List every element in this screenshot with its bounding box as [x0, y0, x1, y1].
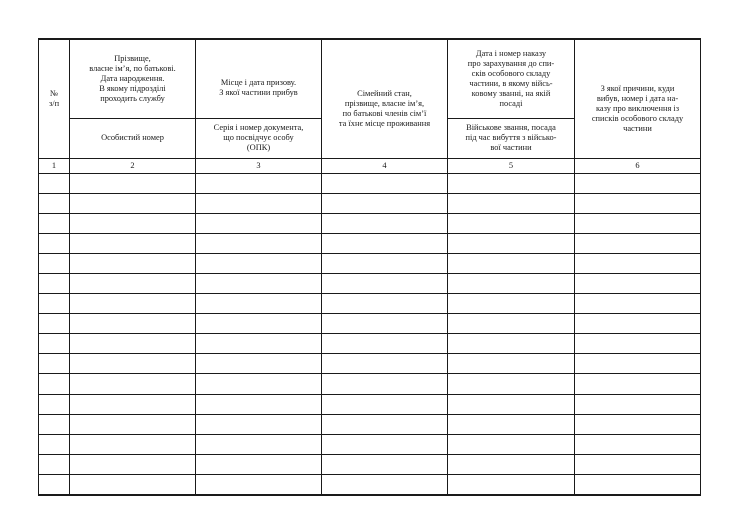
table-cell[interactable] [196, 454, 322, 474]
table-cell[interactable] [70, 294, 196, 314]
table-row [39, 233, 701, 253]
table-cell[interactable] [196, 193, 322, 213]
table-cell[interactable] [448, 454, 575, 474]
column-number-5: 5 [448, 158, 575, 173]
table-cell[interactable] [70, 314, 196, 334]
table-cell[interactable] [70, 273, 196, 293]
table-cell[interactable] [322, 474, 448, 494]
table-cell[interactable] [575, 414, 701, 434]
table-cell[interactable] [39, 294, 70, 314]
table-cell[interactable] [575, 434, 701, 454]
table-cell[interactable] [575, 273, 701, 293]
header-number: № з/п [39, 39, 70, 158]
table-cell[interactable] [322, 454, 448, 474]
table-cell[interactable] [448, 253, 575, 273]
table-cell[interactable] [322, 394, 448, 414]
table-cell[interactable] [575, 173, 701, 193]
column-number-1: 1 [39, 158, 70, 173]
column-number-4: 4 [322, 158, 448, 173]
table-cell[interactable] [322, 414, 448, 434]
table-cell[interactable] [575, 233, 701, 253]
header-id-document: Серія і номер документа, що посвідчує особу (ОПК) [196, 118, 322, 158]
table-cell[interactable] [575, 394, 701, 414]
table-cell[interactable] [448, 434, 575, 454]
table-cell[interactable] [448, 374, 575, 394]
table-cell[interactable] [575, 374, 701, 394]
table-cell[interactable] [39, 374, 70, 394]
table-cell[interactable] [448, 273, 575, 293]
table-cell[interactable] [448, 334, 575, 354]
table-cell[interactable] [70, 334, 196, 354]
table-cell[interactable] [575, 213, 701, 233]
personnel-register-table [38, 38, 701, 496]
table-row [39, 414, 701, 434]
column-number-row [39, 158, 701, 173]
table-cell[interactable] [39, 354, 70, 374]
table-cell[interactable] [322, 334, 448, 354]
table-cell[interactable] [322, 374, 448, 394]
table-cell[interactable] [39, 454, 70, 474]
table-cell[interactable] [575, 253, 701, 273]
header-personal-number: Особистий номер [70, 118, 196, 158]
table-cell[interactable] [448, 193, 575, 213]
table-cell[interactable] [70, 173, 196, 193]
table-row [39, 193, 701, 213]
table-cell[interactable] [448, 474, 575, 494]
table-row [39, 374, 701, 394]
header-full-name: Прізвище, власне ім’я, по батькові. Дата народження. В якому підрозділі проходить службу [70, 39, 196, 118]
table-cell[interactable] [448, 414, 575, 434]
table-cell[interactable] [70, 454, 196, 474]
header-enlistment-order: Дата і номер наказу про зарахування до спи- сків особового складу частини, в якому війсь- ковому званні, на якій посаді [448, 39, 575, 118]
table-cell[interactable] [322, 294, 448, 314]
table-cell[interactable] [70, 233, 196, 253]
table-row [39, 314, 701, 334]
table-row [39, 434, 701, 454]
column-number-2: 2 [70, 158, 196, 173]
table-cell[interactable] [39, 273, 70, 293]
table-cell[interactable] [70, 354, 196, 374]
table-row [39, 294, 701, 314]
header-row-top [39, 39, 701, 118]
table-cell[interactable] [39, 334, 70, 354]
table-cell[interactable] [448, 213, 575, 233]
table-cell[interactable] [448, 173, 575, 193]
table-cell[interactable] [196, 354, 322, 374]
table-row [39, 173, 701, 193]
header-family-status: Сімейний стан, прізвище, власне ім’я, по батькові членів сім’ї та їхнє місце проживання [322, 39, 448, 158]
table-cell[interactable] [322, 233, 448, 253]
table-cell[interactable] [196, 314, 322, 334]
table-cell[interactable] [575, 334, 701, 354]
table-cell[interactable] [39, 193, 70, 213]
table-cell[interactable] [322, 253, 448, 273]
table-cell[interactable] [39, 394, 70, 414]
table-cell[interactable] [39, 414, 70, 434]
table-cell[interactable] [322, 173, 448, 193]
table-cell[interactable] [322, 273, 448, 293]
table-cell[interactable] [70, 394, 196, 414]
table-row [39, 394, 701, 414]
table-cell[interactable] [70, 193, 196, 213]
table-cell[interactable] [196, 273, 322, 293]
table-cell[interactable] [70, 374, 196, 394]
header-conscription: Місце і дата призову. З якої частини прибув [196, 39, 322, 118]
table-cell[interactable] [70, 253, 196, 273]
table-row [39, 253, 701, 273]
table-cell[interactable] [70, 213, 196, 233]
table-cell[interactable] [322, 314, 448, 334]
table-cell[interactable] [575, 354, 701, 374]
table-cell[interactable] [448, 314, 575, 334]
table-cell[interactable] [322, 354, 448, 374]
table-row [39, 354, 701, 374]
table-cell[interactable] [196, 253, 322, 273]
table-cell[interactable] [39, 314, 70, 334]
table-cell[interactable] [575, 474, 701, 494]
table-cell[interactable] [196, 414, 322, 434]
table-cell[interactable] [196, 294, 322, 314]
table-row [39, 213, 701, 233]
table-cell[interactable] [196, 394, 322, 414]
table-cell[interactable] [196, 334, 322, 354]
table-cell[interactable] [70, 474, 196, 494]
table-cell[interactable] [196, 173, 322, 193]
table-cell[interactable] [39, 434, 70, 454]
table-row [39, 454, 701, 474]
table-cell[interactable] [575, 314, 701, 334]
column-number-6: 6 [575, 158, 701, 173]
table-cell[interactable] [70, 434, 196, 454]
table-row [39, 273, 701, 293]
column-number-3: 3 [196, 158, 322, 173]
table-cell[interactable] [322, 193, 448, 213]
table-cell[interactable] [39, 233, 70, 253]
table-cell[interactable] [322, 213, 448, 233]
table-cell[interactable] [196, 434, 322, 454]
table-cell[interactable] [448, 354, 575, 374]
table-cell[interactable] [196, 374, 322, 394]
table-cell[interactable] [575, 193, 701, 213]
table-row [39, 334, 701, 354]
header-rank-on-departure: Військове звання, посада під час вибуття з військо- вої частини [448, 118, 575, 158]
table-cell[interactable] [575, 294, 701, 314]
table-cell[interactable] [448, 233, 575, 253]
table-cell[interactable] [70, 414, 196, 434]
table-cell[interactable] [575, 454, 701, 474]
table-cell[interactable] [196, 474, 322, 494]
table-cell[interactable] [448, 394, 575, 414]
table-cell[interactable] [39, 173, 70, 193]
header-departure-reason: З якої причини, куди вибув, номер і дата на- казу про виключення із списків особового складу частини [575, 39, 701, 158]
table-cell[interactable] [196, 233, 322, 253]
table-cell[interactable] [39, 253, 70, 273]
table-cell[interactable] [196, 213, 322, 233]
table-cell[interactable] [448, 294, 575, 314]
table-cell[interactable] [39, 474, 70, 494]
table-cell[interactable] [322, 434, 448, 454]
table-cell[interactable] [39, 213, 70, 233]
table-row [39, 474, 701, 494]
